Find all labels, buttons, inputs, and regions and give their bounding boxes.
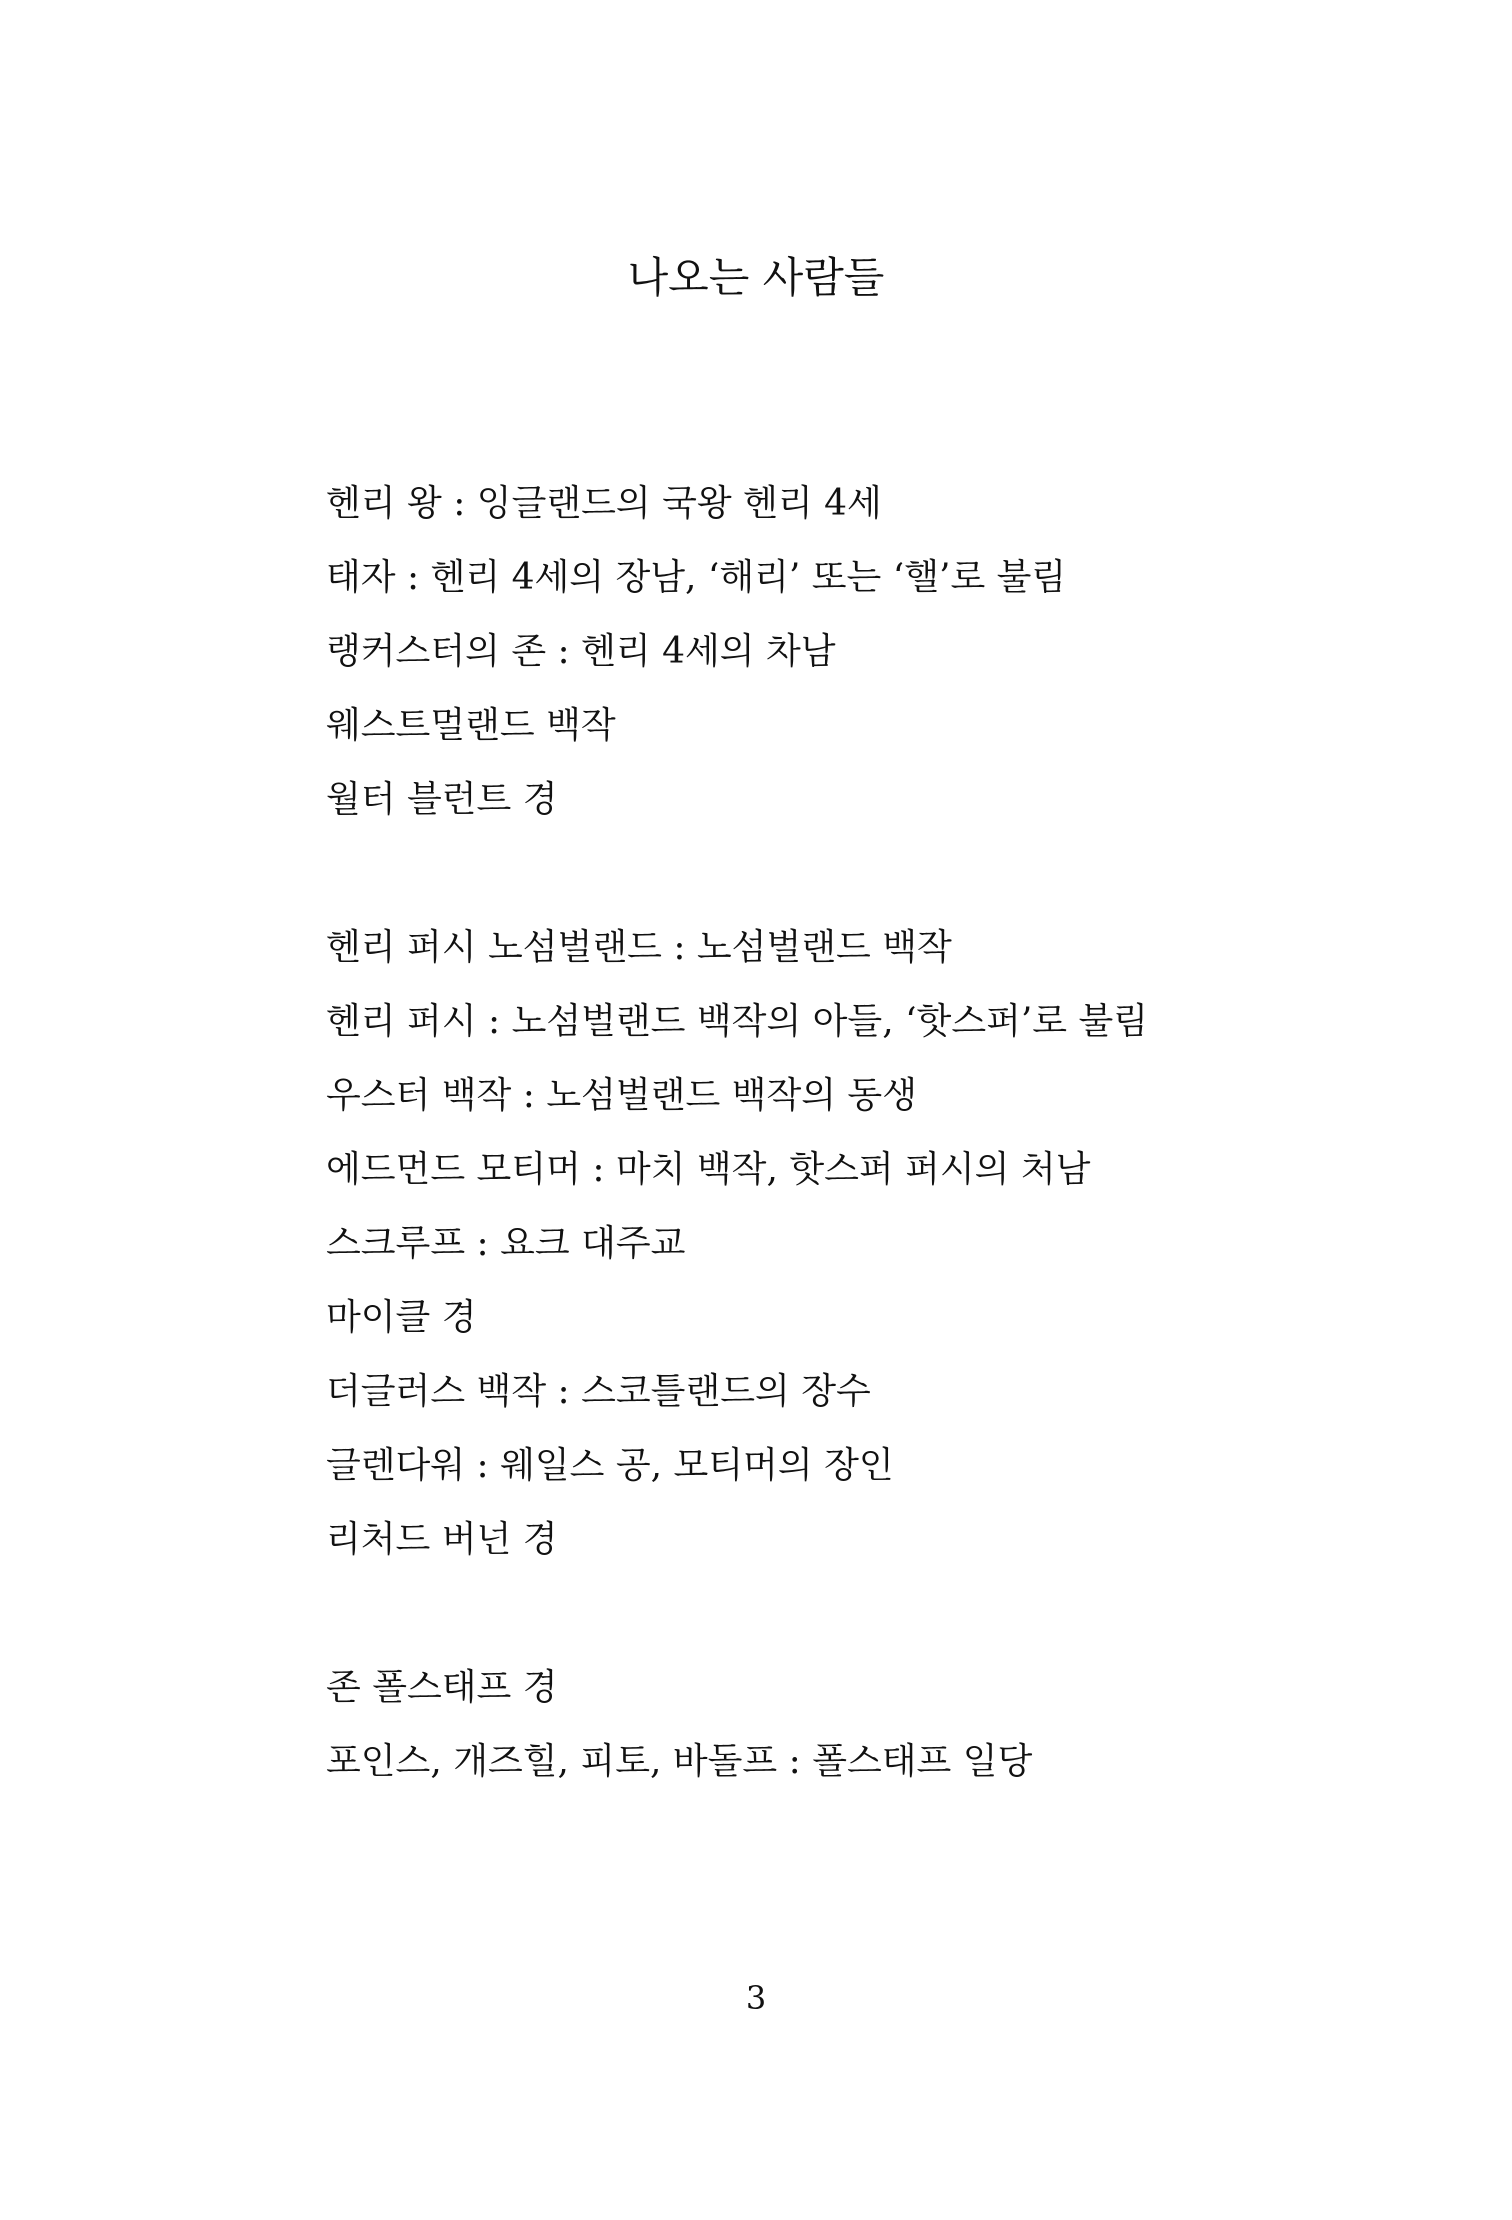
cast-group-royal (326, 474, 1426, 844)
cast-entry: 월터 블런트 경 (326, 779, 558, 820)
page-title: 나오는 사람들 (627, 253, 885, 302)
cast-entry: 헨리 퍼시 노섬벌랜드 : 노섬벌랜드 백작 (326, 927, 952, 968)
cast-list (326, 474, 1426, 1806)
cast-entry: 랭커스터의 존 : 헨리 4세의 차남 (326, 631, 836, 672)
cast-entry: 에드먼드 모티머 : 마치 백작, 핫스퍼 퍼시의 처남 (326, 1149, 1091, 1190)
cast-entry: 리처드 버넌 경 (326, 1519, 558, 1560)
cast-entry: 웨스트멀랜드 백작 (326, 705, 616, 746)
cast-entry: 마이클 경 (326, 1297, 477, 1338)
cast-group-rebels (326, 918, 1426, 1584)
cast-entry: 헨리 퍼시 : 노섬벌랜드 백작의 아들, ‘핫스퍼’로 불림 (326, 1001, 1149, 1042)
cast-entry: 헨리 왕 : 잉글랜드의 국왕 헨리 4세 (326, 483, 882, 524)
cast-entry: 글렌다워 : 웨일스 공, 모티머의 장인 (326, 1445, 894, 1486)
cast-entry: 태자 : 헨리 4세의 장남, ‘해리’ 또는 ‘핼’로 불림 (326, 557, 1067, 598)
page-number: 3 (745, 1979, 767, 2017)
cast-entry: 스크루프 : 요크 대주교 (326, 1223, 686, 1264)
cast-entry: 우스터 백작 : 노섬벌랜드 백작의 동생 (326, 1075, 917, 1116)
cast-entry: 존 폴스태프 경 (326, 1667, 558, 1708)
cast-entry: 포인스, 개즈힐, 피토, 바돌프 : 폴스태프 일당 (326, 1741, 1033, 1782)
cast-entry: 더글러스 백작 : 스코틀랜드의 장수 (326, 1371, 871, 1412)
cast-group-falstaff (326, 1658, 1426, 1806)
